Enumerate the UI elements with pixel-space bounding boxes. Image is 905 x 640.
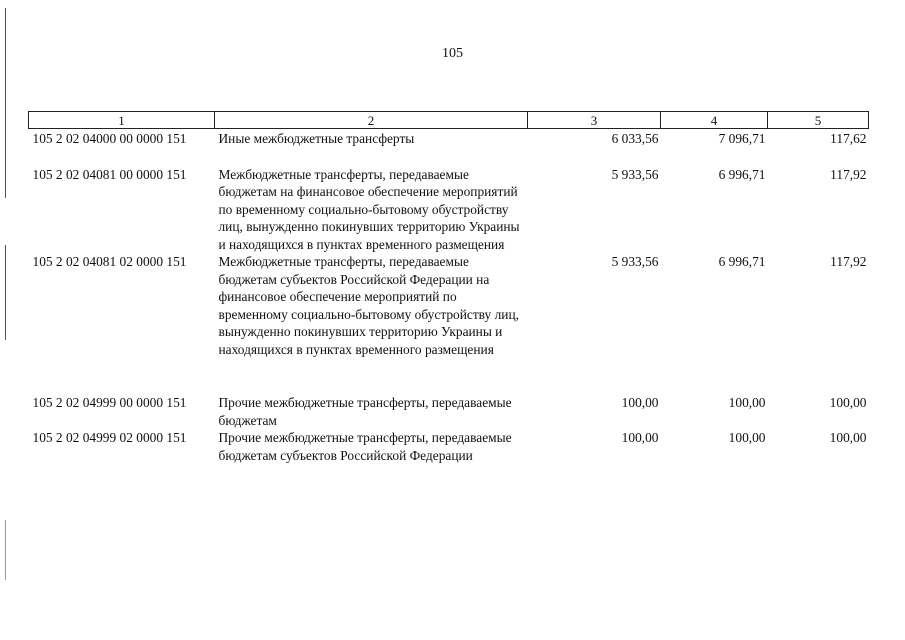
value-col5: 117,62 <box>830 131 867 146</box>
value-col3: 100,00 <box>621 430 659 445</box>
budget-code: 105 2 02 04000 00 0000 151 <box>32 131 187 146</box>
budget-code: 105 2 02 04999 02 0000 151 <box>32 430 187 445</box>
table-row <box>29 129 869 166</box>
table-row <box>29 394 869 429</box>
value-col4: 100,00 <box>728 395 766 410</box>
scan-margin-line <box>5 8 6 198</box>
table-header-row <box>29 112 869 129</box>
column-header-3: 3 <box>528 112 661 129</box>
budget-item-name: Межбюджетные трансферты, передаваемые бюджетам на финансовое обеспечение мероприятий по временному социально-бытовому обустройству лиц, вынужденно покинувших территорию Украины и находящихся в пунктах временного размещения <box>218 166 520 252</box>
page-number: 105 <box>442 46 463 61</box>
value-col3: 100,00 <box>621 395 659 410</box>
table-row <box>29 429 869 464</box>
budget-item-name: Прочие межбюджетные трансферты, передаваемые бюджетам <box>218 395 512 428</box>
budget-code: 105 2 02 04081 02 0000 151 <box>32 254 187 269</box>
budget-item-name: Межбюджетные трансферты, передаваемые бюджетам субъектов Российской Федерации на финансовое обеспечение мероприятий по временному социально-бытовому обустройству лиц, вынужденно покинувших территорию Украины и находящихся в пунктах временного размещения <box>218 254 519 357</box>
value-col4: 6 996,71 <box>718 166 766 182</box>
column-header-2: 2 <box>215 112 528 129</box>
value-col5: 117,92 <box>830 166 867 182</box>
value-col3: 5 933,56 <box>611 166 659 182</box>
budget-item-name: Прочие межбюджетные трансферты, передаваемые бюджетам субъектов Российской Федерации <box>218 430 512 463</box>
budget-item-name: Иные межбюджетные трансферты <box>218 131 415 146</box>
budget-code: 105 2 02 04999 00 0000 151 <box>32 395 187 410</box>
budget-table <box>28 111 869 464</box>
budget-code: 105 2 02 04081 00 0000 151 <box>32 166 187 182</box>
value-col3: 6 033,56 <box>611 131 659 146</box>
column-header-1: 1 <box>29 112 215 129</box>
column-header-4: 4 <box>661 112 768 129</box>
scan-margin-line <box>5 245 6 340</box>
value-col5: 100,00 <box>829 395 867 410</box>
value-col5: 100,00 <box>829 430 867 445</box>
table-row <box>29 253 869 394</box>
value-col4: 6 996,71 <box>718 254 766 269</box>
value-col5: 117,92 <box>830 254 867 269</box>
value-col3: 5 933,56 <box>611 254 659 269</box>
scan-margin-line <box>5 520 6 580</box>
table-row <box>29 166 869 254</box>
value-col4: 100,00 <box>728 430 766 445</box>
value-col4: 7 096,71 <box>718 131 766 146</box>
column-header-5: 5 <box>768 112 869 129</box>
